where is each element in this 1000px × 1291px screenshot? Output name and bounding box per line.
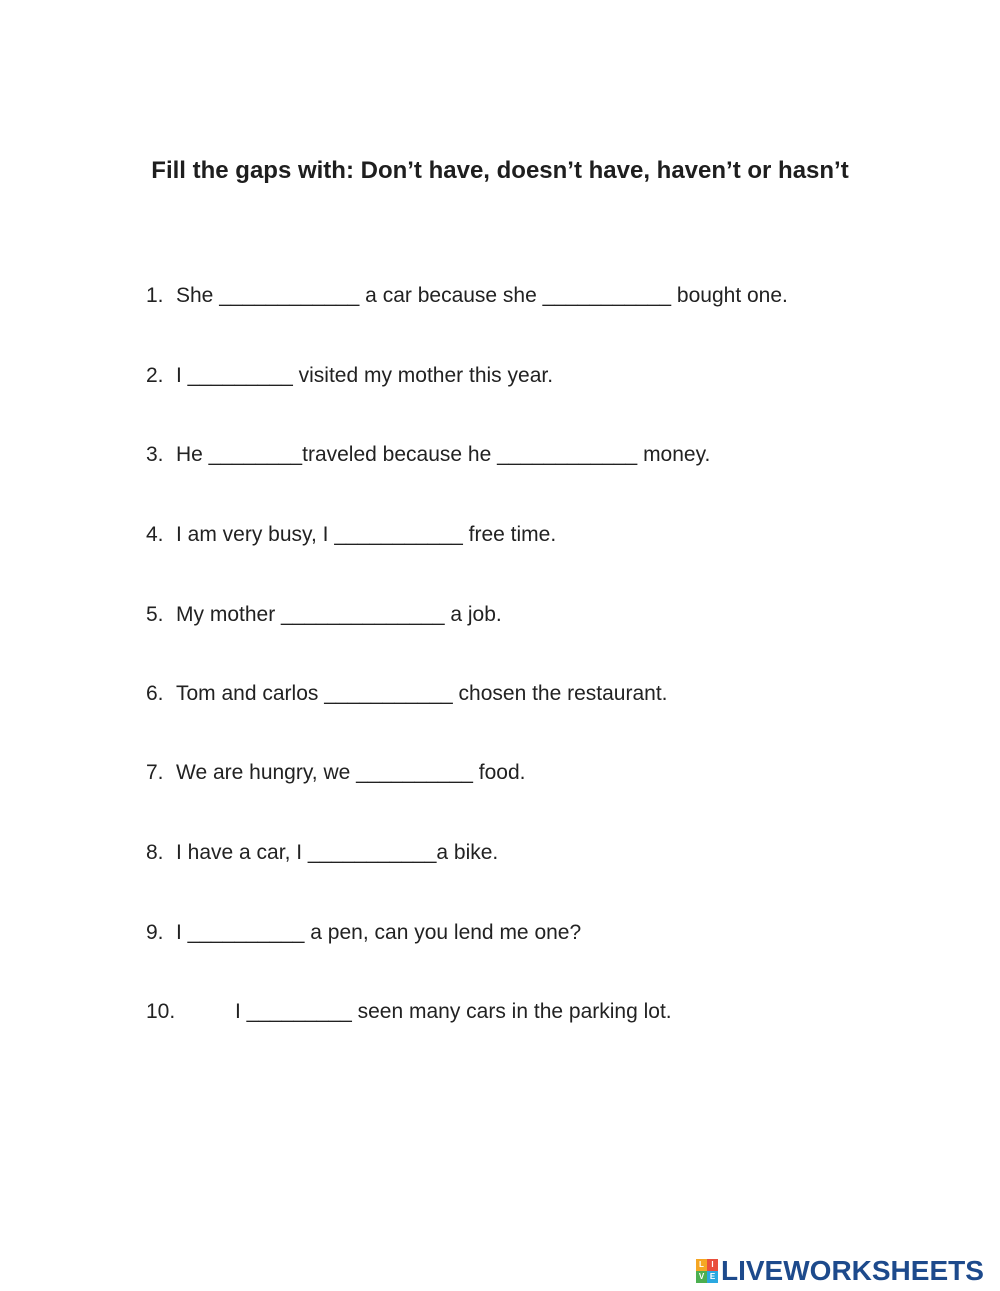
item-text: I _________ visited my mother this year.: [176, 364, 554, 387]
item-text: I am very busy, I ___________ free time.: [176, 523, 557, 546]
item-text: She ____________ a car because she ___________ bought one.: [176, 284, 788, 307]
exercise-item: [146, 998, 672, 1026]
item-text: My mother ______________ a job.: [176, 603, 502, 626]
item-number: 9.: [146, 921, 164, 944]
worksheet-title: Fill the gaps with: Don’t have, doesn’t have, haven’t or hasn’t: [151, 157, 849, 184]
exercise-item: [146, 759, 525, 787]
logo-mark-letter: V: [696, 1271, 707, 1283]
item-number: 2.: [146, 364, 164, 387]
item-number: 8.: [146, 841, 164, 864]
exercise-item: [146, 441, 710, 469]
item-text: I __________ a pen, can you lend me one?: [176, 921, 582, 944]
item-number: 6.: [146, 682, 164, 705]
liveworksheets-logo-icon: [696, 1259, 718, 1283]
logo-mark-letter: E: [707, 1271, 718, 1283]
item-number: 4.: [146, 523, 164, 546]
item-number: 10.: [146, 1000, 176, 1023]
exercise-item: [146, 680, 668, 708]
logo-text: LIVEWORKSHEETS: [721, 1255, 984, 1286]
logo-mark-letter: I: [707, 1259, 718, 1271]
exercise-item: [146, 282, 788, 310]
item-text: He ________traveled because he ____________ money.: [176, 443, 711, 466]
item-text: I _________ seen many cars in the parking lot.: [235, 1000, 672, 1023]
exercise-item: [146, 521, 556, 549]
item-text: I have a car, I ___________a bike.: [176, 841, 499, 864]
item-number: 5.: [146, 603, 164, 626]
liveworksheets-logo: [696, 1256, 984, 1286]
item-number: 3.: [146, 443, 164, 466]
exercise-item: [146, 601, 502, 629]
item-number: 7.: [146, 761, 164, 784]
item-text: Tom and carlos ___________ chosen the restaurant.: [176, 682, 668, 705]
exercise-item: [146, 919, 581, 947]
item-number: 1.: [146, 284, 164, 307]
exercise-item: [146, 839, 498, 867]
item-text: We are hungry, we __________ food.: [176, 761, 526, 784]
exercise-item: [146, 362, 553, 390]
logo-mark-letter: L: [696, 1259, 707, 1271]
